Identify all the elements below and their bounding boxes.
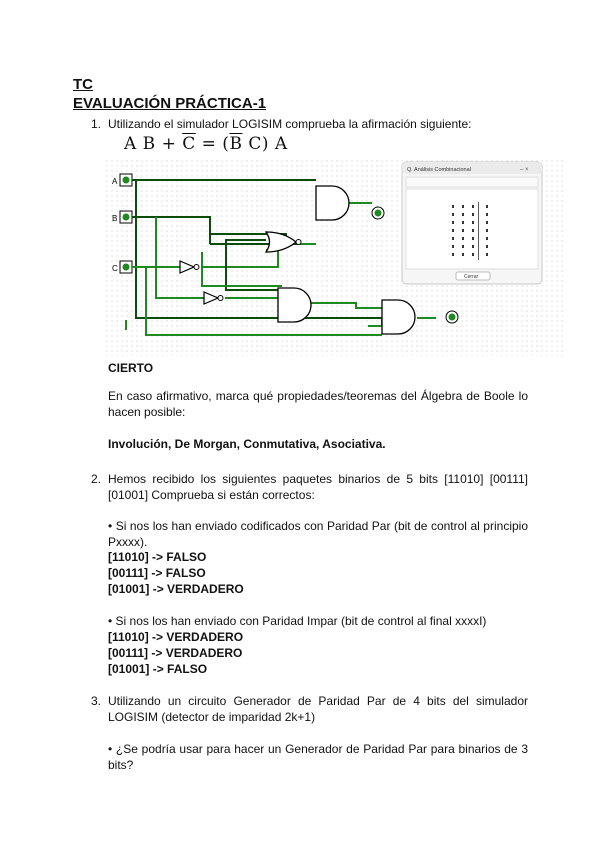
q1-text: Utilizando el simulador LOGISIM comprueba la afirmación siguiente:: [108, 117, 472, 131]
logisim-circuit: [106, 160, 566, 356]
input-c-label: C: [112, 264, 118, 273]
q2-text: Hemos recibido los siguientes paquetes binarios de 5 bits [11010] [00111] [01001] Comprueba si están correctos:: [108, 472, 528, 502]
q1-answer: CIERTO: [108, 361, 154, 375]
q3-number: 3.: [91, 694, 102, 708]
and-gate-1[interactable]: [316, 186, 349, 220]
q3-text: Utilizando un circuito Generador de Paridad Par de 4 bits del simulador LOGISIM (detector de imparidad 2k+1): [108, 694, 528, 724]
input-a-pin[interactable]: [120, 174, 132, 186]
window-toolbar: [406, 177, 538, 187]
q2-impar-result-1: [11010] -> VERDADERO: [108, 630, 244, 644]
formula-part: A B +: [124, 134, 183, 154]
q1-properties: Involución, De Morgan, Conmutativa, Asociativa.: [108, 437, 386, 451]
output-1-led: [372, 207, 384, 219]
close-button-label: Cerrar: [464, 274, 479, 280]
truth-table-window[interactable]: [402, 162, 542, 284]
window-controls-icon[interactable]: – ×: [520, 167, 529, 173]
doc-title: TC: [73, 76, 93, 93]
and-gate-2[interactable]: [278, 288, 311, 322]
input-b-label: B: [112, 214, 118, 223]
window-title: Q. Análisis Combinacional: [407, 167, 471, 173]
q1-number: 1.: [91, 117, 102, 131]
q1-followup: En caso afirmativo, marca qué propiedades/teoremas del Álgebra de Boole lo hacen posible:: [108, 389, 528, 419]
input-a-label: A: [112, 177, 118, 186]
formula-b-bar: $\overline{B}$: [229, 134, 243, 154]
q2-impar-intro: • Si nos los han enviado con Paridad Impar (bit de control al final xxxxI): [108, 614, 487, 628]
q1-formula: [124, 134, 288, 154]
formula-part: = (: [195, 134, 230, 154]
q2-par-result-2: [00111] -> FALSO: [108, 566, 206, 580]
doc-subtitle: EVALUACIÓN PRÁCTICA-1: [73, 95, 267, 112]
q2-par-intro: • Si nos los han enviado codificados con Paridad Par (bit de control al principio Pxxxx).: [108, 519, 528, 549]
not-bubble-2: [218, 296, 223, 301]
q2-par-result-3: [01001] -> VERDADERO: [108, 582, 244, 596]
input-b-pin[interactable]: [120, 211, 132, 223]
nor-bubble: [296, 240, 301, 245]
q3-question: • ¿Se podría usar para hacer un Generador de Paridad Par para binarios de 3 bits?: [108, 742, 528, 772]
not-bubble-1: [194, 265, 199, 270]
q2-par-result-1: [11010] -> FALSO: [108, 550, 207, 564]
input-c-pin[interactable]: [120, 261, 132, 273]
formula-c-bar: $\overline{C}$: [182, 134, 196, 154]
q2-number: 2.: [91, 472, 102, 486]
output-2-led: [446, 311, 458, 323]
formula-part: C) A: [242, 134, 288, 154]
and-gate-3[interactable]: [382, 300, 415, 334]
q2-impar-result-2: [00111] -> VERDADERO: [108, 646, 243, 660]
q2-impar-result-3: [01001] -> FALSO: [108, 662, 208, 676]
